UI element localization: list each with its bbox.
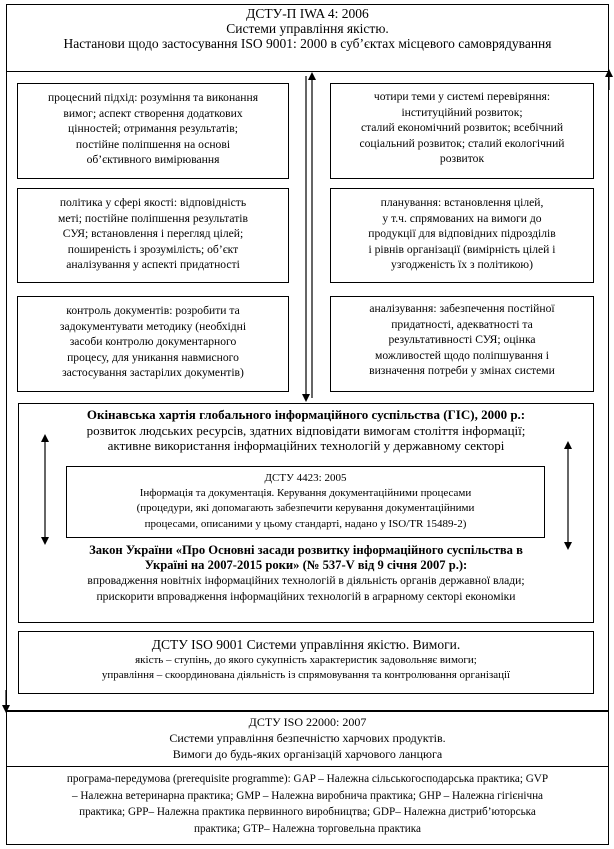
box-line: управління – скоординована діяльність із спрямовування та контролювання організації xyxy=(101,669,511,682)
document-control-box xyxy=(17,296,289,392)
okinawa-charter-text xyxy=(20,407,592,454)
box-line: цінностей; отримання результатів; xyxy=(68,122,238,136)
dstu-4423-title: ДСТУ 4423: 2005 xyxy=(264,472,347,484)
law-line: прискорити впровадження інформаційних технологій в аграрному секторі економіки xyxy=(96,589,516,603)
box-line: процесами, описаними у цьому стандарті, надано у ISO/TR 15489-2) xyxy=(144,517,467,530)
box-line: чотири теми у системі перевіряння: xyxy=(373,90,551,103)
box-line: СУЯ; встановлення і перегляд цілей; xyxy=(62,227,244,241)
planning-box xyxy=(330,188,594,283)
law-title-line: Закон України «Про Основні засади розвитку інформаційного суспільства в xyxy=(89,543,523,557)
box-line: і рівнів організації (вимірність цілей і xyxy=(368,242,556,256)
box-line: результативності СУЯ; оцінка xyxy=(388,333,536,347)
box-line: контроль документів: розробити та xyxy=(66,304,240,317)
analysis-box xyxy=(330,296,594,392)
top-standard-description: Настанови щодо застосування ISO 9001: 2000 в суб’єктах місцевого самоврядування xyxy=(63,36,552,51)
law-line: впровадження новітніх інформаційних технологій в діяльність органів державної влади; xyxy=(87,574,525,588)
box-line: політика у сфері якості: відповідність xyxy=(59,196,247,209)
iso-9001-box xyxy=(18,631,594,694)
box-line: задокументувати методику (необхідні xyxy=(59,319,247,333)
top-standard-divider xyxy=(6,71,609,72)
box-line: у т.ч. спрямованих на вимоги до xyxy=(382,211,542,225)
prerequisite-line: – Належна ветеринарна практика; GMP – Належна виробнича практика; GHP – Належна гігієнічна xyxy=(71,789,544,802)
box-line: застосування застарілих документів) xyxy=(62,366,244,380)
okinawa-line: активне використання інформаційних технологій у державному секторі xyxy=(107,438,505,453)
prerequisite-line: практика; GPP– Належна практика первинного виробництва; GDP– Належна дистриб’юторська xyxy=(79,806,536,818)
dstu-4423-box xyxy=(66,466,545,538)
box-line: процесу, для уникання навмисного xyxy=(67,350,239,364)
box-line: узгодженість їх з політикою) xyxy=(391,258,533,272)
top-standard-title: ДСТУ-П IWA 4: 2006 xyxy=(246,6,369,21)
box-line: розвиток xyxy=(439,152,485,166)
box-line: придатності, адекватності та xyxy=(391,317,533,331)
top-standard-header xyxy=(8,6,607,51)
iso-22000-description: Вимоги до будь-яких організацій харчового ланцюга xyxy=(172,747,443,761)
process-approach-box xyxy=(17,83,289,179)
box-line: процесний підхід: розуміння та виконання xyxy=(47,91,259,104)
box-line: можливостей щодо поліпшування і xyxy=(375,348,549,362)
box-line: (процедури, які допомагають забезпечити керування документаційними xyxy=(136,502,475,515)
iso-22000-header xyxy=(8,714,607,762)
quality-policy-box xyxy=(17,188,289,283)
iso-9001-title: ДСТУ ISO 9001 Системи управління якістю. Вимоги. xyxy=(151,637,461,652)
box-line: постійне поліпшення на основі xyxy=(75,137,231,151)
box-line: засоби контролю документарного xyxy=(69,335,237,349)
box-line: соціальний розвиток; сталий екологічний xyxy=(359,136,565,150)
iso-22000-divider xyxy=(6,766,609,767)
box-line: меті; постійне поліпшення результатів xyxy=(58,211,248,225)
box-line: аналізування у аспекті придатності xyxy=(66,258,240,272)
okinawa-charter-title: Окінавська хартія глобального інформаційного суспільства (ГІС), 2000 р.: xyxy=(86,407,526,422)
prerequisite-line: програма-передумова (prerequisite programme): GAP – Належна сільськогосподарська практика; GVP xyxy=(66,773,549,785)
box-line: аналізування: забезпечення постійної xyxy=(369,302,555,315)
box-line: планування: встановлення цілей, xyxy=(380,196,544,209)
box-line: інституційний розвиток; xyxy=(401,105,523,119)
top-standard-subtitle: Системи управління якістю. xyxy=(226,21,389,36)
iso-22000-subtitle: Системи управління безпечністю харчових продуктів. xyxy=(169,731,446,745)
box-line: об’єктивного вимірювання xyxy=(86,153,220,167)
iso-22000-title: ДСТУ ISO 22000: 2007 xyxy=(248,715,367,729)
prerequisite-line: практика; GTP– Належна торговельна практика xyxy=(194,822,421,835)
box-line: продукції для відповідних підрозділів xyxy=(368,227,556,241)
law-text xyxy=(20,543,592,604)
four-themes-box xyxy=(330,83,594,179)
law-title-line: Україні на 2007-2015 роки» (№ 537-V від 9 січня 2007 р.): xyxy=(144,558,468,573)
box-line: вимог; аспект створення додаткових xyxy=(63,106,243,120)
box-line: поширеність і зрозумілість; об’єкт xyxy=(67,242,239,256)
box-line: Інформація та документація. Керування документаційними процесами xyxy=(139,487,472,500)
prerequisite-text xyxy=(8,771,607,837)
box-line: якість – ступінь, до якого сукупність характеристик задовольняє вимоги; xyxy=(135,654,477,666)
box-line: визначення потреби у змінах системи xyxy=(369,364,555,378)
box-line: сталий економічний розвиток; всебічний xyxy=(360,121,564,135)
okinawa-line: розвиток людських ресурсів, здатних відповідати вимогам століття інформації; xyxy=(86,422,526,438)
